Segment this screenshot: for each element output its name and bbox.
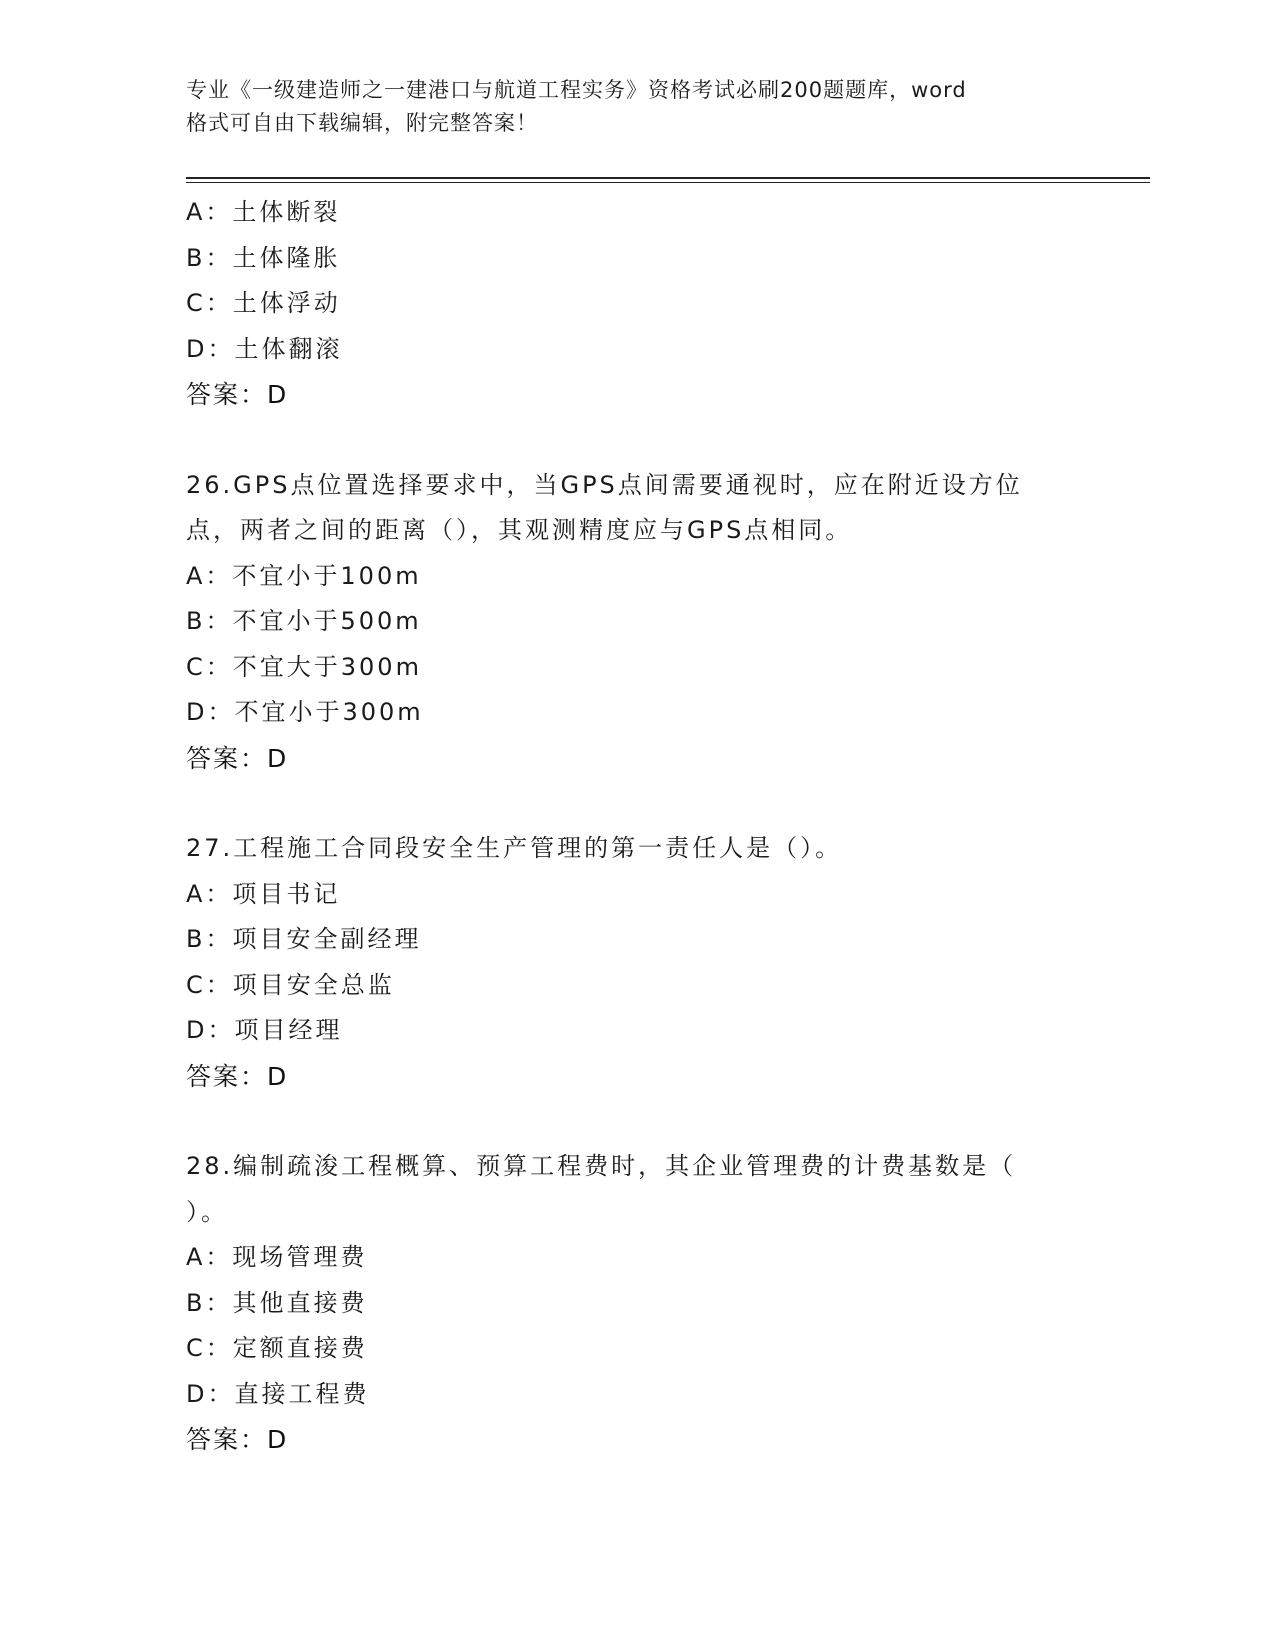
option-a: A：土体断裂: [186, 198, 341, 226]
answer: 答案：D: [186, 1425, 289, 1454]
option-b: B：项目安全副经理: [186, 925, 422, 953]
answer: 答案：D: [186, 1061, 289, 1091]
option-d: D：项目经理: [186, 1016, 343, 1044]
question-27: [186, 826, 1066, 1099]
question-28: [186, 1144, 1066, 1463]
option-d: D：土体翻滚: [186, 334, 343, 363]
answer: 答案：D: [186, 743, 289, 773]
option-b: B：其他直接费: [186, 1288, 368, 1317]
spacer: [186, 418, 1066, 463]
option-a: A：现场管理费: [186, 1243, 368, 1271]
option-c: C：项目安全总监: [186, 970, 395, 999]
option-a: A：不宜小于100m: [186, 561, 422, 590]
header-rule-thin: [186, 182, 1150, 183]
question-stem-line: ）。: [186, 1197, 228, 1226]
spacer: [186, 1099, 1066, 1144]
option-b: B：土体隆胀: [186, 243, 341, 272]
document-header: [186, 74, 1066, 140]
header-rule-thick: [186, 177, 1150, 179]
header-line-1: 专业《一级建造师之一建港口与航道工程实务》资格考试必刷200题题库，word: [186, 78, 967, 102]
option-c: C：土体浮动: [186, 289, 341, 317]
question-stem-line: 26.GPS点位置选择要求中，当GPS点间需要通视时，应在附近设方位: [186, 470, 1023, 499]
option-c: C：不宜大于300m: [186, 652, 422, 681]
option-a: A：项目书记: [186, 879, 341, 908]
question-list: [186, 190, 1066, 1463]
question-stem-line: 28.编制疏浚工程概算、预算工程费时，其企业管理费的计费基数是（: [186, 1152, 1017, 1180]
option-c: C：定额直接费: [186, 1334, 368, 1362]
header-line-2: 格式可自由下载编辑，附完整答案！: [186, 111, 538, 135]
question-stem-line: 27.工程施工合同段安全生产管理的第一责任人是（）。: [186, 834, 843, 862]
question-stem-line: 点，两者之间的距离（），其观测精度应与GPS点相同。: [186, 516, 853, 544]
option-b: B：不宜小于500m: [186, 607, 422, 635]
spacer: [186, 781, 1066, 826]
question-25: [186, 190, 1066, 418]
answer: 答案：D: [186, 380, 289, 409]
option-d: D：直接工程费: [186, 1379, 370, 1408]
question-26: [186, 463, 1066, 782]
option-d: D：不宜小于300m: [186, 698, 424, 726]
